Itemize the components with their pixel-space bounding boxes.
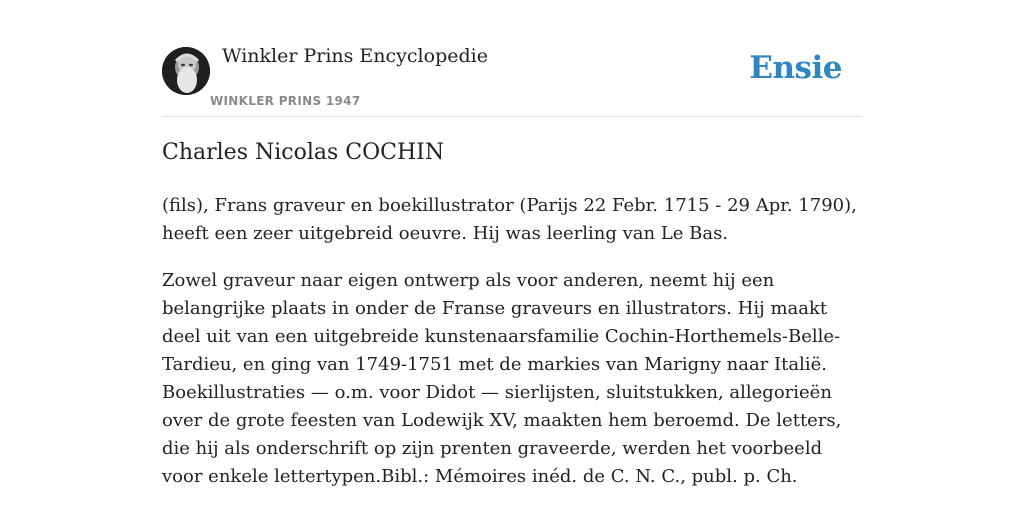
article-body <box>162 192 862 510</box>
article-paragraph: (fils), Frans graveur en boekillustrator (Parijs 22 Febr. 1715 - 29 Apr. 1790), heeft een zeer uitgebreid oeuvre. Hij was leerling van Le Bas. <box>162 195 857 244</box>
header <box>162 0 862 117</box>
article-paragraph: Zowel graveur naar eigen ontwerp als voor anderen, neemt hij een belangrijke plaats in onder de Franse graveurs en illustrators. Hij maakt deel uit van een uitgebreide kunstenaarsfamilie Cochin-Horthemels-Belle-Tardieu, en ging van 1749-1751 met de markies van Marigny naar Italië. Boekillustraties — o.m. voor Didot — sierlijsten, sluitstukken, allegorieën over de grote feesten van Lodewijk XV, maakten hem beroemd. De letters, die hij als onderschrift op zijn prenten graveerde, werden het voorbeeld voor enkele lettertypen.Bibl.: Mémoires inéd. de C. N. C., publ. p. Ch. <box>162 270 842 487</box>
portrait-avatar-icon[interactable] <box>162 47 210 95</box>
site-name[interactable]: Winkler Prins Encyclopedie <box>222 45 488 67</box>
article-title: Charles Nicolas COCHIN <box>162 140 445 165</box>
source-label[interactable]: WINKLER PRINS 1947 <box>210 94 361 108</box>
portrait-icon <box>162 47 210 95</box>
brand-logo[interactable]: Ensie <box>749 50 842 86</box>
